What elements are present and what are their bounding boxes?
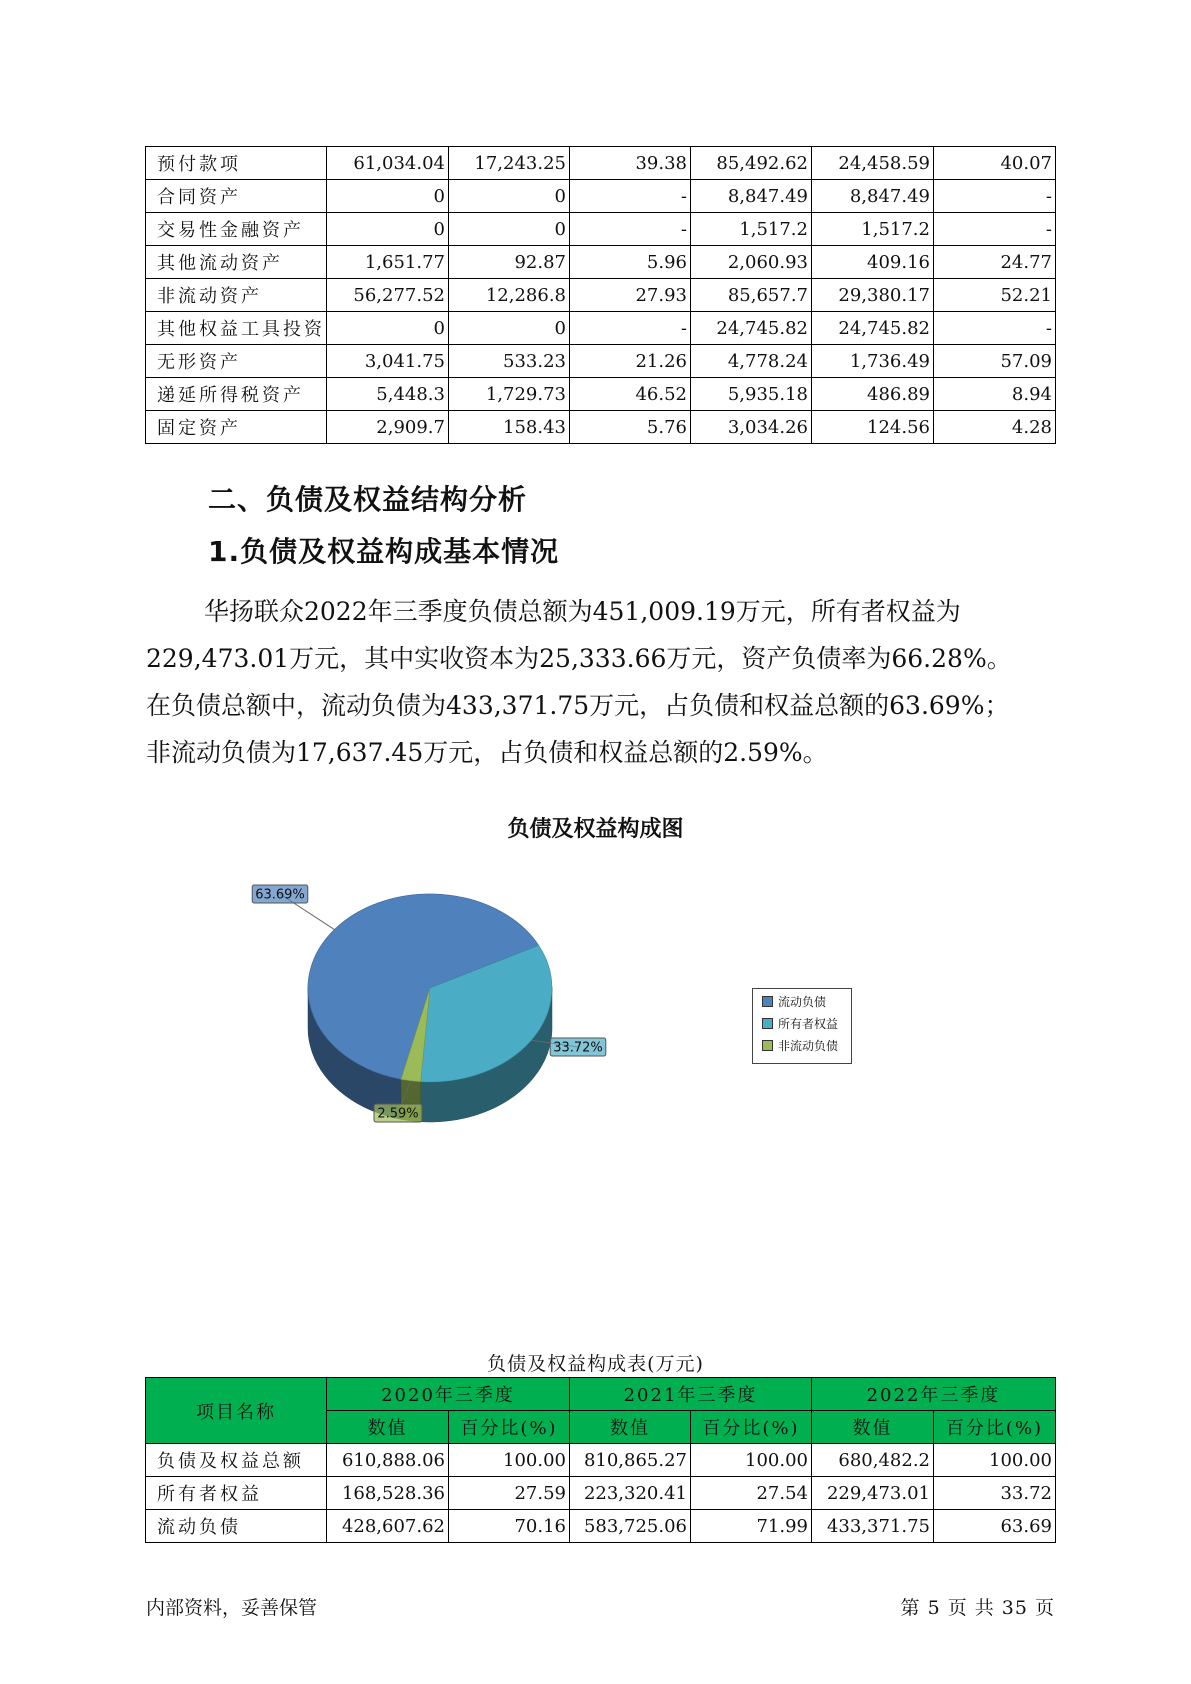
header-value: 数值: [570, 1411, 691, 1444]
legend-label: 所有者权益: [778, 1017, 839, 1031]
table-caption: 负债及权益构成表(万元): [487, 1353, 704, 1375]
legend-label: 非流动负债: [778, 1039, 839, 1053]
table-row: 所有者权益 168,528.36 27.59 223,320.41 27.54 229,473.01 33.72: [146, 1477, 1056, 1510]
table-row: 预付款项 61,034.04 17,243.25 39.38 85,492.62 24,458.59 40.07: [146, 147, 1056, 180]
legend-item: [762, 1036, 851, 1055]
legend-label: 流动负债: [778, 995, 827, 1009]
header-item: 项目名称: [146, 1378, 327, 1444]
header-pct: 百分比(%): [449, 1411, 570, 1444]
header-value: 数值: [327, 1411, 449, 1444]
table-row: 递延所得税资产 5,448.3 1,729.73 46.52 5,935.18 486.89 8.94: [146, 378, 1056, 411]
table-row: 负债及权益总额 610,888.06 100.00 810,865.27 100.00 680,482.2 100.00: [146, 1444, 1056, 1477]
data-label: 63.69%: [255, 887, 305, 903]
chart-title: 负债及权益构成图: [507, 817, 684, 842]
table-header-row: [146, 1378, 1056, 1411]
paragraph-line: 229,473.01万元，其中实收资本为25,333.66万元，资产负债率为66.28%。: [146, 644, 1012, 673]
table-row: 固定资产 2,909.7 158.43 5.76 3,034.26 124.56 4.28: [146, 411, 1056, 444]
header-period: 2021年三季度: [570, 1378, 812, 1411]
table-row: 无形资产 3,041.75 533.23 21.26 4,778.24 1,736.49 57.09: [146, 345, 1056, 378]
header-pct: 百分比(%): [934, 1411, 1056, 1444]
footer-note: 内部资料，妥善保管: [146, 1597, 318, 1619]
table-row: 合同资产 0 0 - 8,847.49 8,847.49 -: [146, 180, 1056, 213]
paragraph-line: 华扬联众2022年三季度负债总额为451,009.19万元，所有者权益为: [204, 597, 961, 626]
legend-item: [762, 992, 851, 1011]
data-label: 33.72%: [553, 1040, 603, 1056]
subsection-heading: 1.负债及权益构成基本情况: [208, 535, 560, 568]
table-row: 非流动资产 56,277.52 12,286.8 27.93 85,657.7 29,380.17 52.21: [146, 279, 1056, 312]
paragraph-line: 在负债总额中，流动负债为433,371.75万元，占负债和权益总额的63.69%；: [146, 691, 1010, 720]
legend-swatch: [762, 996, 773, 1007]
liability-equity-table: [145, 1377, 1056, 1543]
table-row: 其他权益工具投资 0 0 - 24,745.82 24,745.82 -: [146, 312, 1056, 345]
header-period: 2022年三季度: [812, 1378, 1056, 1411]
table-row: 交易性金融资产 0 0 - 1,517.2 1,517.2 -: [146, 213, 1056, 246]
legend-swatch: [762, 1040, 773, 1051]
table-row: 其他流动资产 1,651.77 92.87 5.96 2,060.93 409.16 24.77: [146, 246, 1056, 279]
data-label: 2.59%: [377, 1106, 419, 1122]
table-row: 流动负债 428,607.62 70.16 583,725.06 71.99 433,371.75 63.69: [146, 1510, 1056, 1543]
page-number: 第 5 页 共 35 页: [900, 1597, 1055, 1619]
header-pct: 百分比(%): [691, 1411, 812, 1444]
chart-legend: [752, 988, 852, 1064]
header-value: 数值: [812, 1411, 934, 1444]
paragraph-line: 非流动负债为17,637.45万元，占负债和权益总额的2.59%。: [146, 738, 828, 767]
legend-swatch: [762, 1018, 773, 1029]
header-period: 2020年三季度: [327, 1378, 570, 1411]
legend-item: [762, 1014, 851, 1033]
section-heading: 二、负债及权益结构分析: [208, 483, 528, 516]
